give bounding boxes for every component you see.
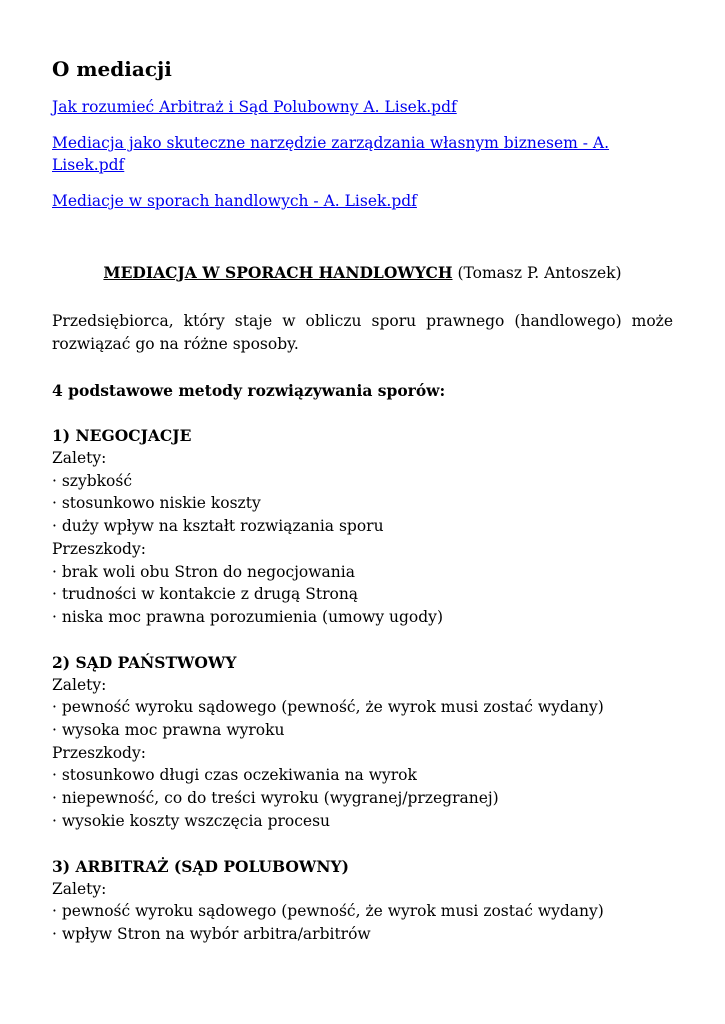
- cons-label: Przeszkody:: [52, 743, 146, 762]
- spacer: [52, 226, 673, 262]
- pros-label: Zalety:: [52, 675, 107, 694]
- pros-item: · pewność wyroku sądowego (pewność, że wyrok musi zostać wydany): [52, 698, 604, 717]
- pros-label: Zalety:: [52, 879, 107, 898]
- section-negocjacje: [52, 424, 673, 629]
- pros-item: · duży wpływ na kształt rozwiązania sporu: [52, 517, 384, 536]
- methods-heading: 4 podstawowe metody rozwiązywania sporów:: [52, 381, 446, 400]
- pros-item: · szybkość: [52, 471, 133, 490]
- cons-item: · niepewność, co do treści wyroku (wygranej/przegranej): [52, 789, 499, 808]
- link-mediacja-narzedzie-pdf[interactable]: Mediacja jako skuteczne narzędzie zarządzania własnym biznesem - A. Lisek.pdf: [52, 134, 610, 174]
- document-page: [52, 56, 673, 968]
- article-title: MEDIACJA W SPORACH HANDLOWYCH: [103, 263, 453, 282]
- pros-item: · stosunkowo niskie koszty: [52, 494, 261, 513]
- article-heading: [52, 262, 673, 284]
- pros-item: · wpływ Stron na wybór arbitra/arbitrów: [52, 924, 371, 943]
- pros-label: Zalety:: [52, 449, 107, 467]
- article-intro: Przedsiębiorca, który staje w obliczu sporu prawnego (handlowego) może rozwiązać go na różne sposoby.: [52, 312, 673, 353]
- section-arbitraz: [52, 855, 673, 946]
- page-title: O mediacji: [52, 57, 172, 81]
- section-sad-panstwowy: [52, 651, 673, 833]
- section-heading: 1) NEGOCJACJE: [52, 426, 192, 445]
- cons-item: · trudności w kontakcie z drugą Stroną: [52, 585, 359, 604]
- cons-label: Przeszkody:: [52, 539, 146, 558]
- cons-item: · niska moc prawna porozumienia (umowy ugody): [52, 607, 443, 626]
- pros-item: · pewność wyroku sądowego (pewność, że wyrok musi zostać wydany): [52, 902, 604, 921]
- link-mediacje-spory-pdf[interactable]: Mediacje w sporach handlowych - A. Lisek.pdf: [52, 192, 417, 210]
- article-author: (Tomasz P. Antoszek): [457, 264, 622, 282]
- cons-item: · stosunkowo długi czas oczekiwania na wyrok: [52, 766, 417, 785]
- pros-item: · wysoka moc prawna wyroku: [52, 721, 285, 740]
- cons-item: · wysokie koszty wszczęcia procesu: [52, 811, 331, 830]
- cons-item: · brak woli obu Stron do negocjowania: [52, 562, 355, 581]
- section-heading: 3) ARBITRAŻ (SĄD POLUBOWNY): [52, 856, 349, 876]
- link-arbitraz-pdf[interactable]: Jak rozumieć Arbitraż i Sąd Polubowny A. Lisek.pdf: [52, 98, 457, 116]
- section-heading: 2) SĄD PAŃSTWOWY: [52, 652, 237, 672]
